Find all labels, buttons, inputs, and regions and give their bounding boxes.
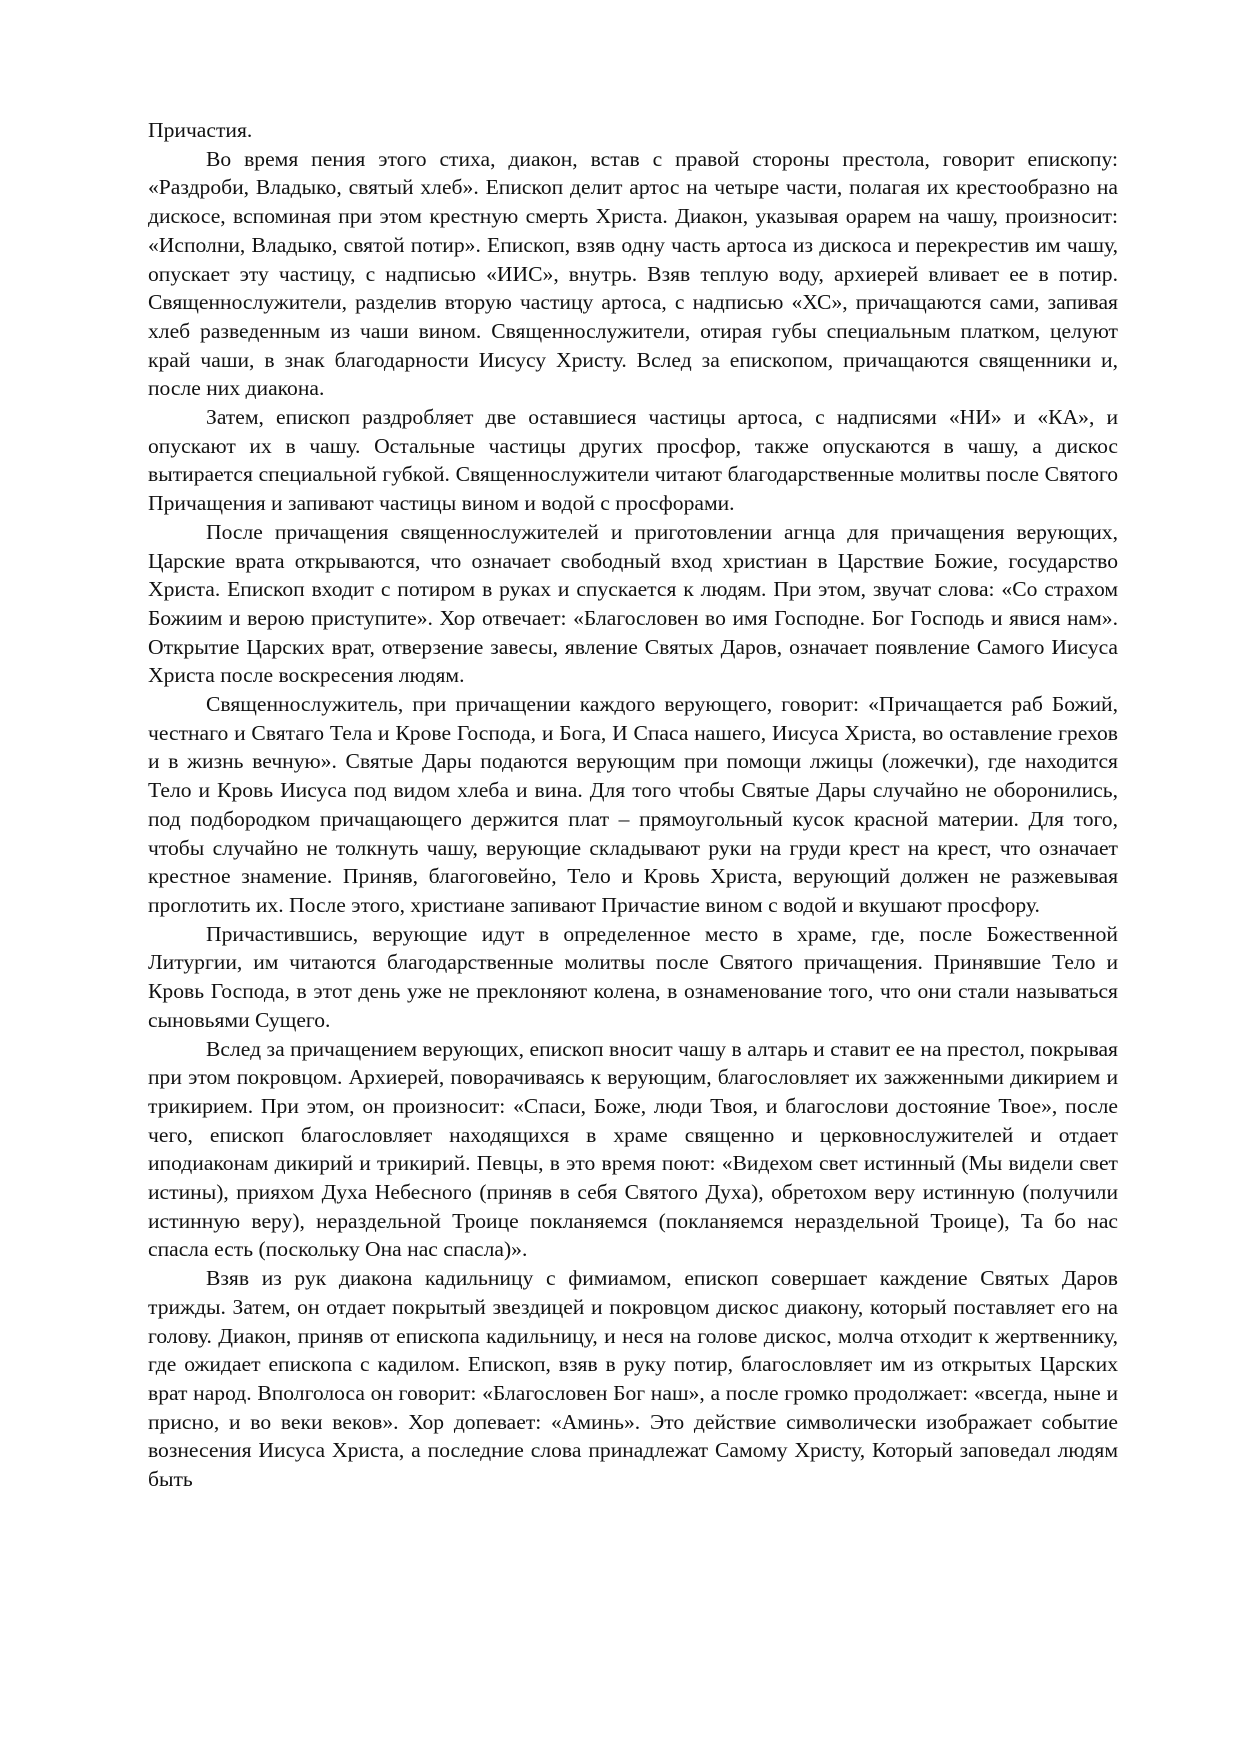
paragraph-1: Причастия.	[148, 118, 253, 142]
paragraph-2: Во время пения этого стиха, диакон, встав с правой стороны престола, говорит епископу: «Раздроби, Владыко, святый хлеб». Епископ делит артос на четыре части, полагая их крестообразно на дискосе, вспоминая при этом крестную смерть Христа. Диакон, указывая орарем на чашу, произносит: «Исполни, Владыко, святой потир». Епископ, взяв одну часть артоса из дискоса и перекрестив им чашу, опускает эту частицу, с надписью «ИИС», внутрь. Взяв теплую воду, архиерей вливает ее в потир. Священнослужители, разделив вторую частицу артоса, с надписью «ХС», причащаются сами, запивая хлеб разведенным из чаши вином. Священнослужители, отирая губы специальным платком, целуют край чаши, в знак благодарности Иисусу Христу. Вслед за епископом, причащаются священники и, после них диакона.	[148, 146, 1118, 401]
paragraph-3: Затем, епископ раздробляет две оставшиеся частицы артоса, с надписями «НИ» и «КА», и опускают их в чашу. Остальные частицы других просфор, также опускаются в чашу, а дискос вытирается специальной губкой. Священнослужители читают благодарственные молитвы после Святого Причащения и запивают частицы вином и водой с просфорами.	[148, 405, 1118, 516]
paragraph-7: Вслед за причащением верующих, епископ вносит чашу в алтарь и ставит ее на престол, покрывая при этом покровцом. Архиерей, поворачиваясь к верующим, благословляет их зажженными дикирием и трикирием. При этом, он произносит: «Спаси, Боже, люди Твоя, и благослови достояние Твое», после чего, епископ благословляет находящихся в храме священно и церковнослужителей и отдает иподиаконам дикирий и трикирий. Певцы, в это время поют: «Видехом свет истинный (Мы видели свет истины), прияхом Духа Небесного (приняв в себя Святого Духа), обретохом веру истинную (получили истинную веру), нераздельной Троице покланяемся (покланяемся нераздельной Троице), Та бо нас спасла есть (поскольку Она нас спасла)».	[148, 1036, 1118, 1262]
paragraph-6: Причастившись, верующие идут в определенное место в храме, где, после Божественной Литургии, им читаются благодарственные молитвы после Святого причащения. Принявшие Тело и Кровь Господа, в этот день уже не преклоняют колена, в ознаменование того, что они стали называться сыновьями Сущего.	[148, 921, 1118, 1032]
document-page	[148, 116, 1118, 1494]
paragraph-5: Священнослужитель, при причащении каждого верующего, говорит: «Причащается раб Божий, честнаго и Святаго Тела и Крове Господа, и Бога, И Спаса нашего, Иисуса Христа, во оставление грехов и в жизнь вечную». Святые Дары подаются верующим при помощи лжицы (ложечки), где находится Тело и Кровь Иисуса под видом хлеба и вина. Для того чтобы Святые Дары случайно не оборонились, под подбородком причащающего держится плат – прямоугольный кусок красной материи. Для того, чтобы случайно не толкнуть чашу, верующие складывают руки на груди крест на крест, что означает крестное знамение. Приняв, благоговейно, Тело и Кровь Христа, верующий должен не разжевывая проглотить их. После этого, христиане запивают Причастие вином с водой и вкушают просфору.	[148, 692, 1118, 917]
paragraph-4: После причащения священнослужителей и приготовлении агнца для причащения верующих, Царские врата открываются, что означает свободный вход христиан в Царствие Божие, государство Христа. Епископ входит с потиром в руках и спускается к людям. При этом, звучат слова: «Со страхом Божиим и верою приступите». Хор отвечает: «Благословен во имя Господне. Бог Господь и явися нам». Открытие Царских врат, отверзение завесы, явление Святых Даров, означает появление Самого Иисуса Христа после воскресения людям.	[148, 519, 1118, 688]
paragraph-8: Взяв из рук диакона кадильницу с фимиамом, епископ совершает каждение Святых Даров трижды. Затем, он отдает покрытый звездицей и покровцом дискос диакону, который поставляет его на голову. Диакон, приняв от епископа кадильницу, и неся на голове дискос, молча отходит к жертвеннику, где ожидает епископа с кадилом. Епископ, взяв в руку потир, благословляет им из открытых Царских врат народ. Вполголоса он говорит: «Благословен Бог наш», а после громко продолжает: «всегда, ныне и присно, и во веки веков». Хор допевает: «Аминь». Это действие символически изображает событие вознесения Иисуса Христа, а последние слова принадлежат Самому Христу, Который заповедал людям быть	[148, 1266, 1118, 1492]
